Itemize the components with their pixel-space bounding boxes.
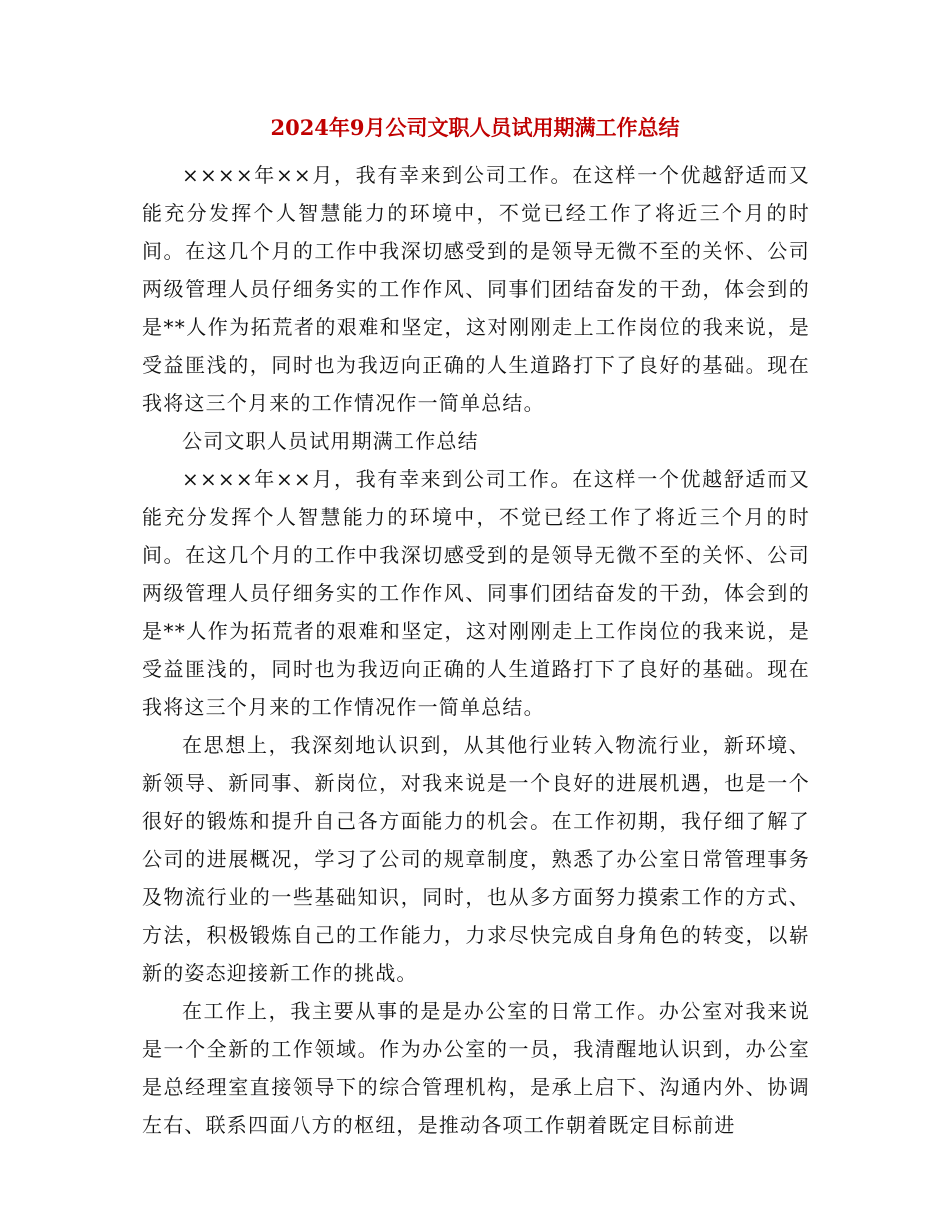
- paragraph-intro: ××××年××月，我有幸来到公司工作。在这样一个优越舒适而又能充分发挥个人智慧能力的环境中，不觉已经工作了将近三个月的时间。在这几个月的工作中我深切感受到的是领导无微不至的关怀、公司两级管理人员仔细务实的工作作风、同事们团结奋发的干劲，体会到的是**人作为拓荒者的艰难和坚定，这对刚刚走上工作岗位的我来说，是受益匪浅的，同时也为我迈向正确的人生道路打下了良好的基础。现在我将这三个月来的工作情况作一简单总结。: [142, 163, 810, 415]
- paragraph-work: 在工作上，我主要从事的是是办公室的日常工作。办公室对我来说是一个全新的工作领域。作为办公室的一员，我清醒地认识到，办公室是总经理室直接领导下的综合管理机构，是承上启下、沟通内外、协调左右、联系四面八方的枢纽，是推动各项工作朝着既定目标前进: [142, 999, 810, 1137]
- paragraph-thinking: 在思想上，我深刻地认识到，从其他行业转入物流行业，新环境、新领导、新同事、新岗位，对我来说是一个良好的进展机遇，也是一个很好的锻炼和提升自己各方面能力的机会。在工作初期，我仔细了解了公司的进展概况，学习了公司的规章制度，熟悉了办公室日常管理事务及物流行业的一些基础知识，同时，也从多方面努力摸索工作的方式、方法，积极锻炼自己的工作能力，力求尽快完成自身角色的转变，以崭新的姿态迎接新工作的挑战。: [142, 733, 810, 985]
- document-body: [142, 156, 810, 1144]
- paragraph-intro-repeat: ××××年××月，我有幸来到公司工作。在这样一个优越舒适而又能充分发挥个人智慧能力的环境中，不觉已经工作了将近三个月的时间。在这几个月的工作中我深切感受到的是领导无微不至的关怀、公司两级管理人员仔细务实的工作作风、同事们团结奋发的干劲，体会到的是**人作为拓荒者的艰难和坚定，这对刚刚走上工作岗位的我来说，是受益匪浅的，同时也为我迈向正确的人生道路打下了良好的基础。现在我将这三个月来的工作情况作一简单总结。: [142, 467, 810, 719]
- section-heading: 公司文职人员试用期满工作总结: [182, 429, 479, 453]
- document-title: 2024年9月公司文职人员试用期满工作总结: [270, 115, 680, 140]
